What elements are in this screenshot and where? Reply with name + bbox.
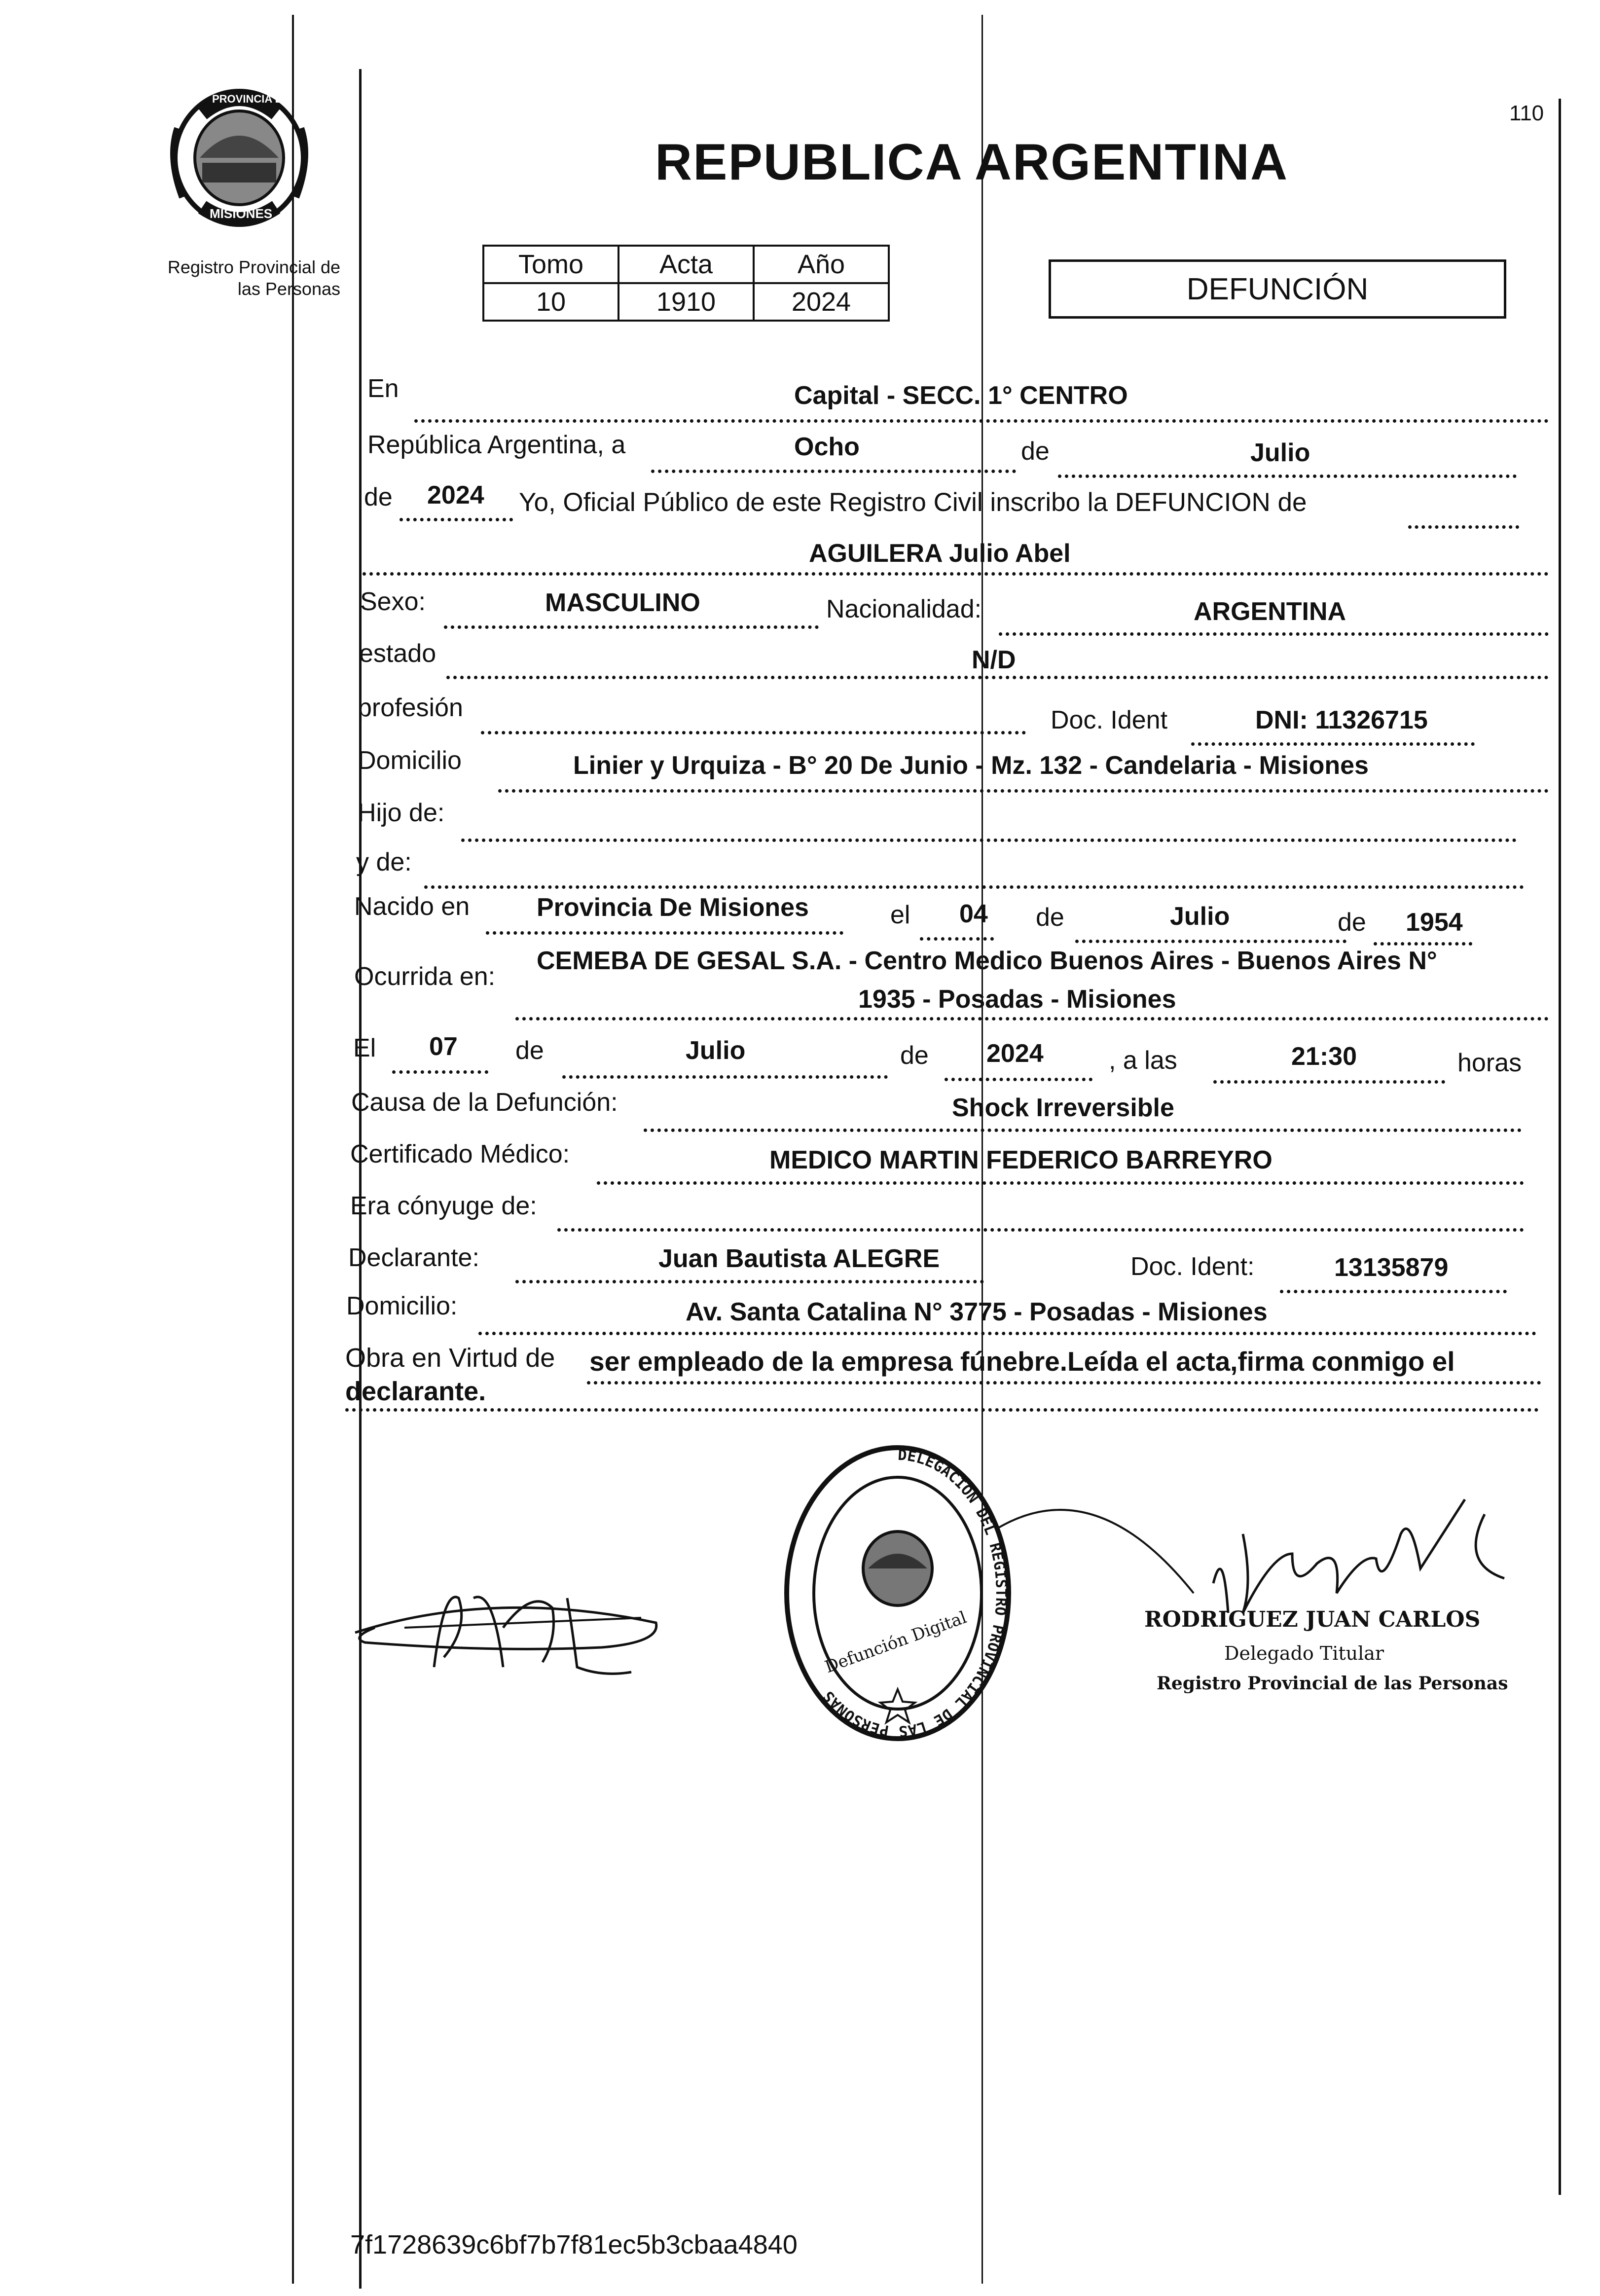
- declarant-signature: [345, 1568, 671, 1687]
- label-causa: Causa de la Defunción:: [351, 1088, 618, 1117]
- value-doc: DNI: 11326715: [1255, 706, 1428, 734]
- registry-line2: las Personas: [237, 279, 340, 299]
- label-nacionalidad: Nacionalidad:: [826, 595, 982, 623]
- stamp-icon: [779, 1440, 1016, 1746]
- dots: [446, 676, 1549, 679]
- margin-line-inner: [359, 69, 362, 2289]
- value-nacido-en: Provincia De Misiones: [537, 893, 809, 922]
- label-obra-en-virtud: Obra en Virtud de: [345, 1343, 555, 1373]
- label-el: el: [890, 901, 910, 929]
- value-domicilio: Linier y Urquiza - B° 20 De Junio - Mz. 132 - Candelaria - Misiones: [573, 751, 1369, 780]
- signature-scribble-icon: [345, 1568, 671, 1687]
- label-hijo-de: Hijo de:: [358, 799, 445, 827]
- value-hora: 21:30: [1291, 1042, 1357, 1071]
- dots: [1280, 1290, 1507, 1293]
- value-causa: Shock Irreversible: [952, 1093, 1174, 1122]
- value-anio-registro: 2024: [427, 481, 484, 510]
- label-profesion: profesión: [358, 693, 463, 722]
- label-a-las: , a las: [1109, 1046, 1177, 1075]
- dots: [461, 838, 1517, 842]
- registry-label: [113, 256, 340, 300]
- label-certificado: Certificado Médico:: [350, 1140, 570, 1168]
- dots: [920, 937, 994, 941]
- label-de: de: [1021, 437, 1050, 466]
- dots: [587, 1381, 1541, 1385]
- seal-top-text: PROVINCIA DE: [212, 93, 291, 105]
- label-estado: estado: [359, 639, 436, 668]
- dots: [498, 789, 1549, 793]
- dots: [414, 419, 1549, 423]
- label-sexo: Sexo:: [360, 587, 426, 616]
- label-conyuge: Era cónyuge de:: [350, 1192, 537, 1220]
- value-declarante: Juan Bautista ALEGRE: [658, 1244, 940, 1273]
- dots: [1075, 940, 1346, 943]
- dots: [945, 1078, 1092, 1081]
- margin-line-right: [1559, 99, 1561, 2195]
- value-obra-texto: ser empleado de la empresa fúnebre.Leída el acta,firma conmigo el: [589, 1346, 1455, 1377]
- margin-line-left: [292, 15, 294, 2284]
- value-dia-registro: Ocho: [794, 433, 860, 461]
- provincial-seal: [158, 84, 321, 232]
- value-sexo: MASCULINO: [545, 588, 700, 617]
- value-declarante-domicilio: Av. Santa Catalina N° 3775 - Posadas - Misiones: [686, 1298, 1268, 1326]
- value-tomo: 10: [483, 283, 618, 321]
- dots: [597, 1181, 1524, 1185]
- dots: [1408, 525, 1519, 529]
- value-nacido-dia: 04: [959, 900, 988, 928]
- value-ocurrida-linea1: CEMEBA DE GESAL S.A. - Centro Medico Buenos Aires - Buenos Aires N°: [537, 947, 1437, 975]
- dots: [644, 1129, 1522, 1132]
- value-acta: 1910: [618, 283, 754, 321]
- page-number: 110: [1509, 101, 1544, 125]
- label-de: de: [515, 1036, 544, 1065]
- label-doc-ident: Doc. Ident: [1051, 706, 1168, 734]
- dots: [363, 572, 1549, 576]
- value-fecha-dia: 07: [429, 1032, 458, 1061]
- value-fecha-anio: 2024: [986, 1039, 1044, 1068]
- dots: [400, 518, 513, 521]
- label-de: de: [364, 483, 393, 511]
- label-de: de: [900, 1041, 929, 1070]
- dots: [999, 632, 1549, 636]
- label-el-cap: El: [353, 1034, 376, 1062]
- label-de: de: [1036, 903, 1064, 932]
- label-y-de: y de:: [356, 848, 412, 876]
- dots: [557, 1228, 1524, 1232]
- record-table: [482, 245, 890, 322]
- label-horas: horas: [1457, 1049, 1522, 1077]
- value-ocurrida-linea2: 1935 - Posadas - Misiones: [858, 985, 1176, 1014]
- dots: [651, 470, 1016, 473]
- value-estado: N/D: [972, 646, 1016, 674]
- seal-bottom-text: MISIONES: [210, 206, 273, 221]
- dots: [1191, 742, 1475, 746]
- value-nacionalidad: ARGENTINA: [1194, 597, 1346, 626]
- header-acta: Acta: [618, 246, 754, 283]
- label-domicilio: Domicilio: [358, 746, 462, 775]
- dots: [424, 885, 1524, 889]
- label-declarante: Declarante:: [348, 1243, 479, 1272]
- value-anio: 2024: [754, 283, 889, 321]
- label-domicilio2: Domicilio:: [346, 1292, 458, 1320]
- value-mes-registro: Julio: [1250, 438, 1310, 467]
- dots: [481, 731, 1026, 734]
- label-de: de: [1338, 908, 1366, 937]
- dots: [562, 1075, 888, 1079]
- official-title: Delegado Titular: [1224, 1642, 1384, 1664]
- document-type-box: [1049, 259, 1506, 319]
- document-type: DEFUNCIÓN: [1186, 272, 1369, 306]
- dots: [515, 1280, 984, 1283]
- value-nacido-mes: Julio: [1170, 902, 1230, 931]
- value-nacido-anio: 1954: [1406, 908, 1463, 937]
- dots: [345, 1408, 1539, 1412]
- value-fecha-mes: Julio: [686, 1036, 746, 1065]
- stamp-ring-text: DELEGACIÓN DEL REGISTRO PROVINCIAL DE LAS PERSONAS: [820, 1446, 1010, 1740]
- main-title: REPUBLICA ARGENTINA: [655, 134, 1289, 191]
- dots: [1058, 474, 1517, 478]
- value-declarante-doc: 13135879: [1334, 1253, 1449, 1282]
- label-nacido-en: Nacido en: [354, 892, 470, 921]
- dots: [444, 625, 819, 629]
- dots: [1374, 942, 1472, 946]
- dots: [1213, 1080, 1445, 1084]
- label-en: En: [367, 374, 399, 403]
- label-ocurrida-en: Ocurrida en:: [354, 962, 496, 991]
- dots: [515, 1017, 1549, 1020]
- registry-line1: Registro Provincial de: [167, 257, 340, 277]
- value-certificado: MEDICO MARTIN FEDERICO BARREYRO: [769, 1146, 1273, 1174]
- dots: [478, 1332, 1536, 1335]
- official-stamp: [779, 1440, 1016, 1746]
- value-nombre: AGUILERA Julio Abel: [809, 539, 1071, 568]
- dots: [392, 1070, 488, 1074]
- label-doc-ident2: Doc. Ident:: [1130, 1252, 1255, 1281]
- document-hash: 7f1728639c6bf7b7f81ec5b3cbaa4840: [350, 2230, 798, 2260]
- value-obra-texto2: declarante.: [345, 1377, 486, 1406]
- header-anio: Año: [754, 246, 889, 283]
- official-office: Registro Provincial de las Personas: [1157, 1673, 1508, 1694]
- header-tomo: Tomo: [483, 246, 618, 283]
- label-yo-oficial: Yo, Oficial Público de este Registro Civil inscribo la DEFUNCION de: [519, 488, 1307, 517]
- label-republica: República Argentina, a: [367, 431, 626, 459]
- value-lugar: Capital - SECC. 1° CENTRO: [794, 381, 1128, 410]
- stamp-inner-text: Defunción Digital: [822, 1607, 970, 1677]
- official-name: RODRIGUEZ JUAN CARLOS: [1144, 1607, 1481, 1632]
- dots: [486, 931, 843, 935]
